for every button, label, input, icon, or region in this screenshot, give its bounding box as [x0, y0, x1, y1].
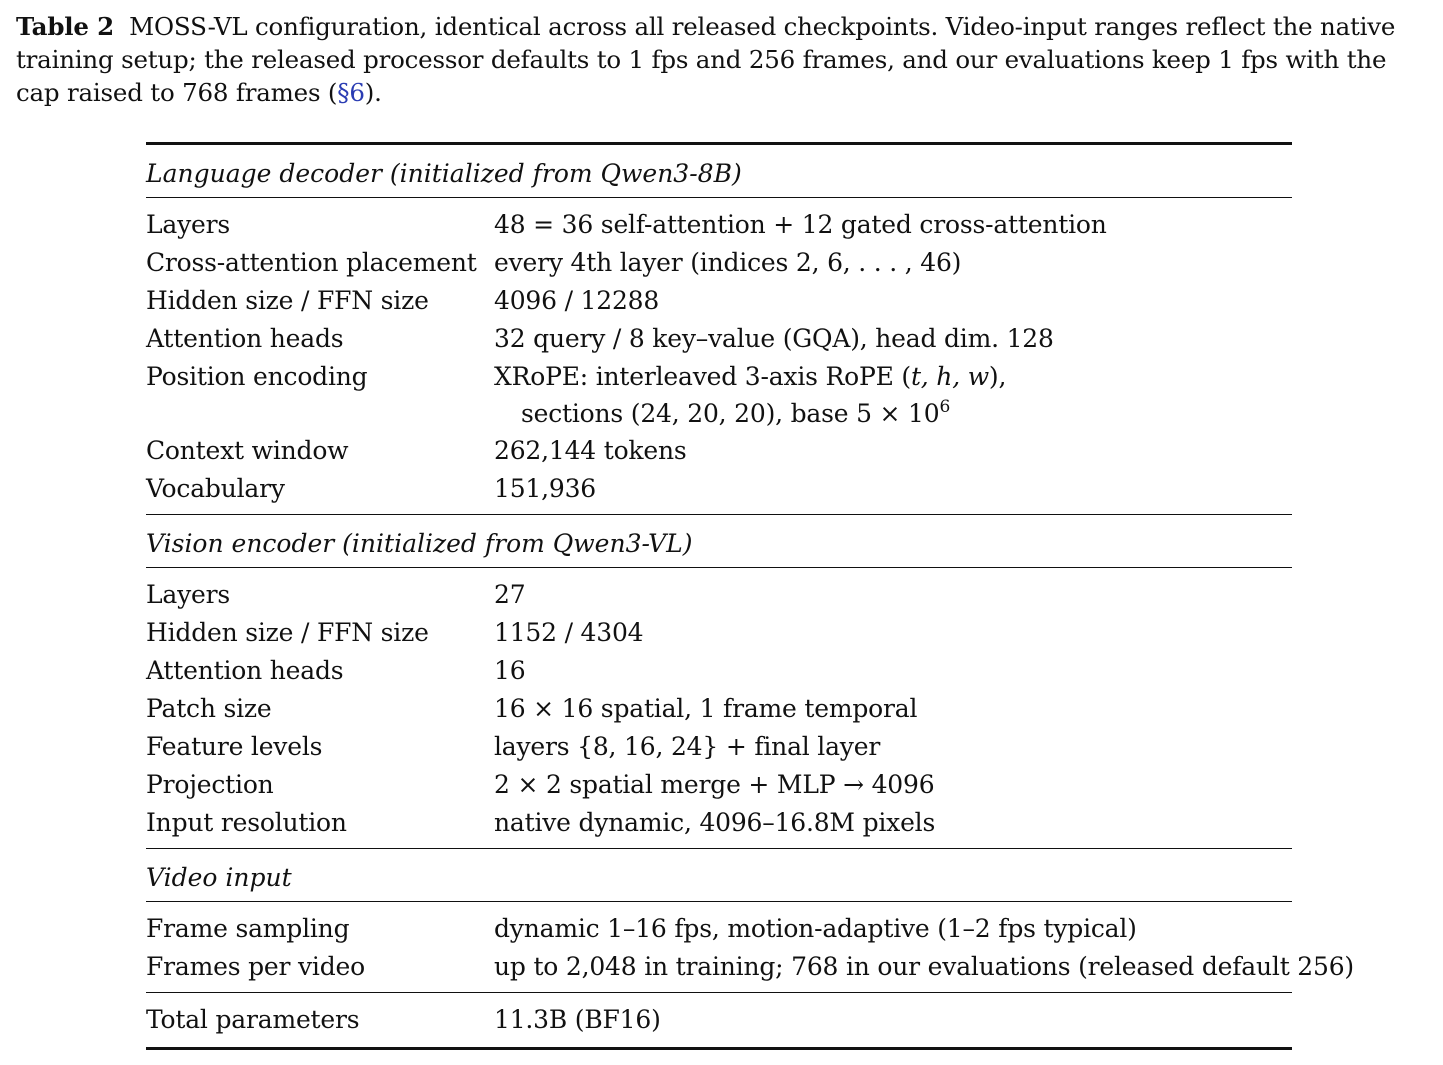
row-key: Frame sampling	[146, 914, 350, 943]
row-key: Cross-attention placement	[146, 248, 477, 277]
table-row	[146, 652, 1292, 690]
row-value: 16	[494, 656, 526, 685]
bottom-rule	[146, 1047, 1292, 1050]
row-value: 48 = 36 self-attention + 12 gated cross-attention	[494, 210, 1107, 239]
caption-tail: ).	[364, 78, 382, 107]
caption-text: MOSS-VL configuration, identical across all released checkpoints. Video-input ranges reflect the native training setup; the released processor defaults to 1 fps and 256 frames, and our evaluations keep 1 fps with the cap raised to 768 frames (	[16, 12, 1396, 107]
table-row	[146, 948, 1354, 986]
row-key: Hidden size / FFN size	[146, 618, 429, 647]
row-value: 262,144 tokens	[494, 436, 687, 465]
config-table	[146, 142, 1354, 1050]
section-heading-language-decoder: Language decoder (initialized from Qwen3-8B)	[146, 159, 742, 188]
table-row	[146, 320, 1292, 358]
table-row	[146, 244, 1292, 282]
row-value	[494, 358, 1292, 432]
section-rows-vision-encoder	[146, 568, 1292, 848]
row-value: layers {8, 16, 24} + final layer	[494, 732, 881, 761]
row-value-exponent: 6	[939, 397, 951, 417]
section-rows-video-input	[146, 902, 1354, 992]
section-reference-link[interactable]: §6	[337, 78, 365, 107]
table-row	[146, 432, 1292, 470]
table-row	[146, 358, 1292, 432]
row-key: Total parameters	[146, 1005, 360, 1034]
row-key: Attention heads	[146, 656, 344, 685]
row-key: Frames per video	[146, 952, 365, 981]
row-value: 151,936	[494, 474, 596, 503]
table-row	[146, 910, 1292, 948]
table-row	[146, 690, 1292, 728]
table-row	[146, 206, 1292, 244]
table-caption	[16, 10, 1428, 109]
row-value-vars: t, h, w	[910, 362, 989, 391]
section-heading-video-input: Video input	[146, 863, 292, 892]
row-value: 2 × 2 spatial merge + MLP → 4096	[494, 770, 935, 799]
row-value: 27	[494, 580, 526, 609]
table-row	[146, 804, 1292, 842]
row-value-post: ),	[988, 362, 1007, 391]
table-row	[146, 614, 1292, 652]
table-row-total	[146, 1001, 1292, 1039]
row-value: 4096 / 12288	[494, 286, 660, 315]
row-value: 32 query / 8 key–value (GQA), head dim. 128	[494, 324, 1054, 353]
row-key: Vocabulary	[146, 474, 285, 503]
row-value: 16 × 16 spatial, 1 frame temporal	[494, 694, 918, 723]
table-row	[146, 728, 1292, 766]
row-key: Hidden size / FFN size	[146, 286, 429, 315]
row-value: 11.3B (BF16)	[494, 1005, 661, 1034]
row-value-pre: XRoPE: interleaved 3-axis RoPE (	[494, 362, 911, 391]
row-key: Position encoding	[146, 362, 368, 391]
table-row	[146, 576, 1292, 614]
row-value: native dynamic, 4096–16.8M pixels	[494, 808, 936, 837]
section-heading-vision-encoder: Vision encoder (initialized from Qwen3-VL)	[146, 529, 693, 558]
row-key: Projection	[146, 770, 274, 799]
table-row	[146, 766, 1292, 804]
row-value: dynamic 1–16 fps, motion-adaptive (1–2 fps typical)	[494, 914, 1137, 943]
table-row	[146, 470, 1292, 508]
row-value: every 4th layer (indices 2, 6, . . . , 46)	[494, 248, 962, 277]
row-value-cont-text: sections (24, 20, 20), base 5 × 10	[521, 399, 940, 428]
total-row-group	[146, 993, 1292, 1047]
row-value: up to 2,048 in training; 768 in our evaluations (released default 256)	[494, 952, 1354, 981]
row-key: Layers	[146, 580, 231, 609]
table-row	[146, 282, 1292, 320]
caption-label: Table 2	[16, 12, 114, 41]
section-rows-language-decoder	[146, 198, 1292, 514]
row-key: Input resolution	[146, 808, 347, 837]
row-key: Attention heads	[146, 324, 344, 353]
row-value-continuation	[494, 396, 1292, 432]
row-key: Layers	[146, 210, 231, 239]
row-key: Context window	[146, 436, 349, 465]
row-key: Feature levels	[146, 732, 323, 761]
row-value: 1152 / 4304	[494, 618, 644, 647]
row-key: Patch size	[146, 694, 272, 723]
